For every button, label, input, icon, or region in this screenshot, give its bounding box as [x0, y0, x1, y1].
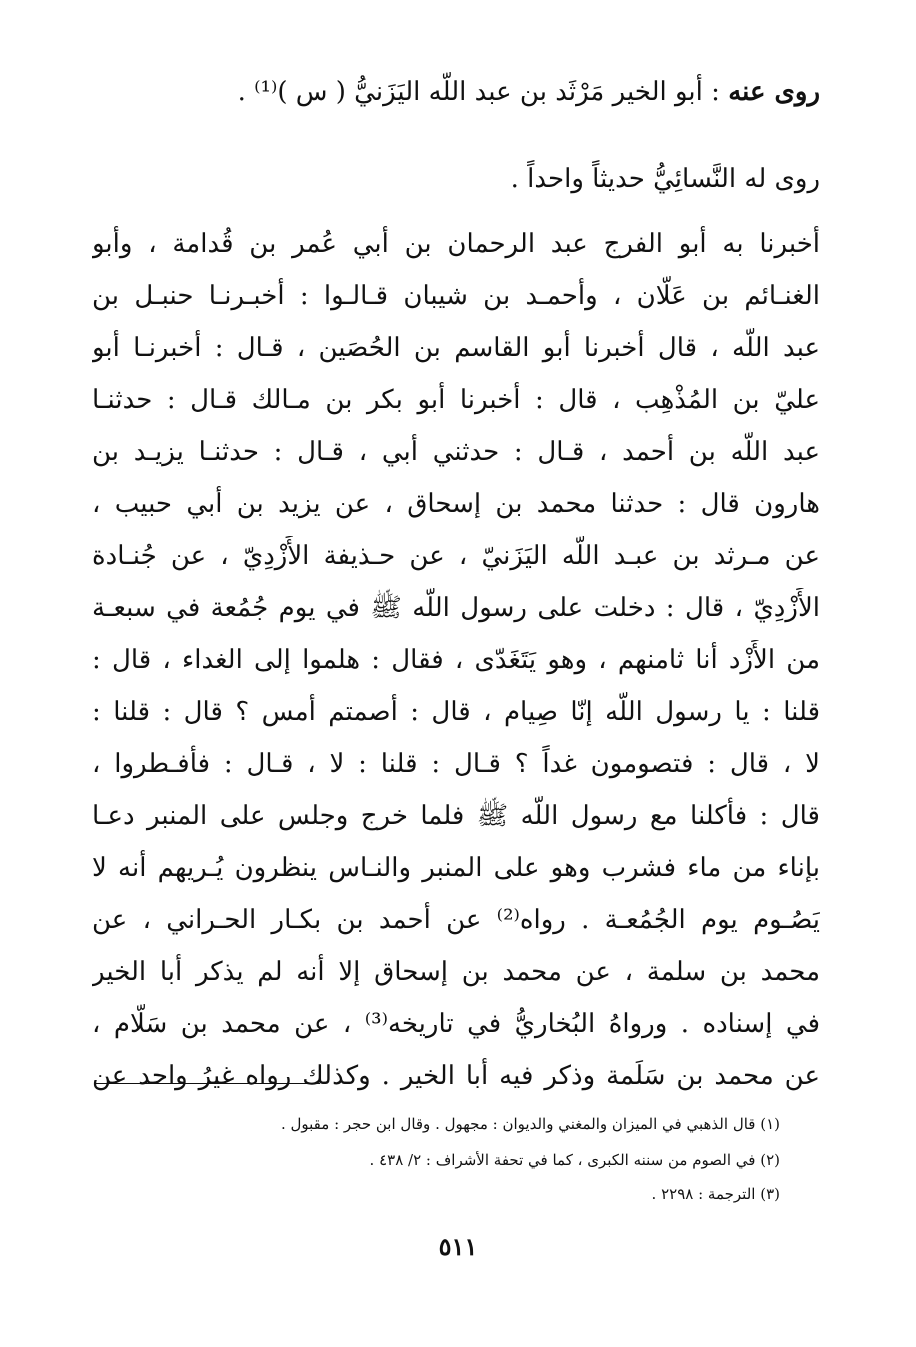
- body-line: محمد بن سلمة ، عن محمد بن إسحاق إلا أنه لم يذكر أبا الخير: [92, 957, 820, 987]
- intro-line: روى له النَّسائِيُّ حديثاً واحداً .: [510, 164, 820, 194]
- body-line: في إسناده . ورواهُ البُخاريُّ في تاريخه⁽³⁾ ، عن محمد بن سَلّام ،: [92, 1009, 820, 1039]
- body-line: لا ، قال : فتصومون غداً ؟ قـال : قلنا : لا ، قـال : فأفـطروا ،: [92, 749, 820, 779]
- body-line: يَصُـوم يوم الجُمُعـة . رواه⁽²⁾ عن أحمد بن بكـار الحـراني ، عن: [92, 905, 820, 935]
- footnote: (٣) الترجمة : ٢٢٩٨ .: [651, 1185, 780, 1203]
- footnote-separator: [96, 1083, 320, 1084]
- body-line: عن محمد بن سَلَمة وذكر فيه أبا الخير . وكذلك رواه غيرُ واحد عن: [92, 1061, 820, 1091]
- body-line: الغنـائم بن عَلّان ، وأحمـد بن شيبان قـالـوا : أخبـرنـا حنبـل بن: [92, 281, 820, 311]
- body-line: أخبرنا به أبو الفرج عبد الرحمان بن أبي عُمر بن قُدامة ، وأبو: [92, 229, 820, 259]
- body-line: هارون قال : حدثنا محمد بن إسحاق ، عن يزيد بن أبي حبيب ،: [92, 489, 820, 519]
- body-line: عن مـرثد بن عبـد اللّه اليَزَنيّ ، عن حـذيفة الأَزْدِيّ ، عن جُنـادة: [92, 541, 820, 571]
- footnote: (٢) في الصوم من سننه الكبرى ، كما في تحفة الأشراف : ٢/ ٤٣٨ .: [369, 1151, 780, 1169]
- body-line: قلنا : يا رسول اللّه إنّا صِيام ، قال : أصمتم أمس ؟ قال : قلنا :: [92, 697, 820, 727]
- narrator-text: : أبو الخير مَرْثَد بن عبد اللّه اليَزَنيُّ ( س )⁽¹⁾ .: [237, 77, 720, 107]
- narrator-line: [92, 72, 820, 112]
- body-line: قال : فأكلنا مع رسول اللّه ﷺ فلما خرج وجلس على المنبر دعـا: [92, 801, 820, 831]
- body-line: بإناء من ماء فشرب وهو على المنبر والنـاس ينظرون يُـريهم أنه لا: [92, 853, 820, 883]
- footnote: (١) قال الذهبي في الميزان والمغني والديوان : مجهول . وقال ابن حجر : مقبول .: [280, 1115, 780, 1133]
- body-line: عليّ بن المُذْهِب ، قال : أخبرنا أبو بكر بن مـالك قـال : حدثنـا: [92, 385, 820, 415]
- body-line: الأَزْدِيّ ، قال : دخلت على رسول اللّه ﷺ في يوم جُمُعة في سبعـة: [92, 593, 820, 623]
- body-line: عبد اللّه بن أحمد ، قـال : حدثني أبي ، قـال : حدثنـا يزيـد بن: [92, 437, 820, 467]
- body-line: عبد اللّه ، قال أخبرنا أبو القاسم بن الحُصَين ، قـال : أخبرنـا أبو: [92, 333, 820, 363]
- page-number: ٥١١: [438, 1232, 478, 1261]
- narrator-label: روى عنه: [728, 77, 820, 107]
- body-line: من الأَزْد أنا ثامنهم ، وهو يَتَغَدّى ، فقال : هلموا إلى الغداء ، قال :: [92, 645, 820, 675]
